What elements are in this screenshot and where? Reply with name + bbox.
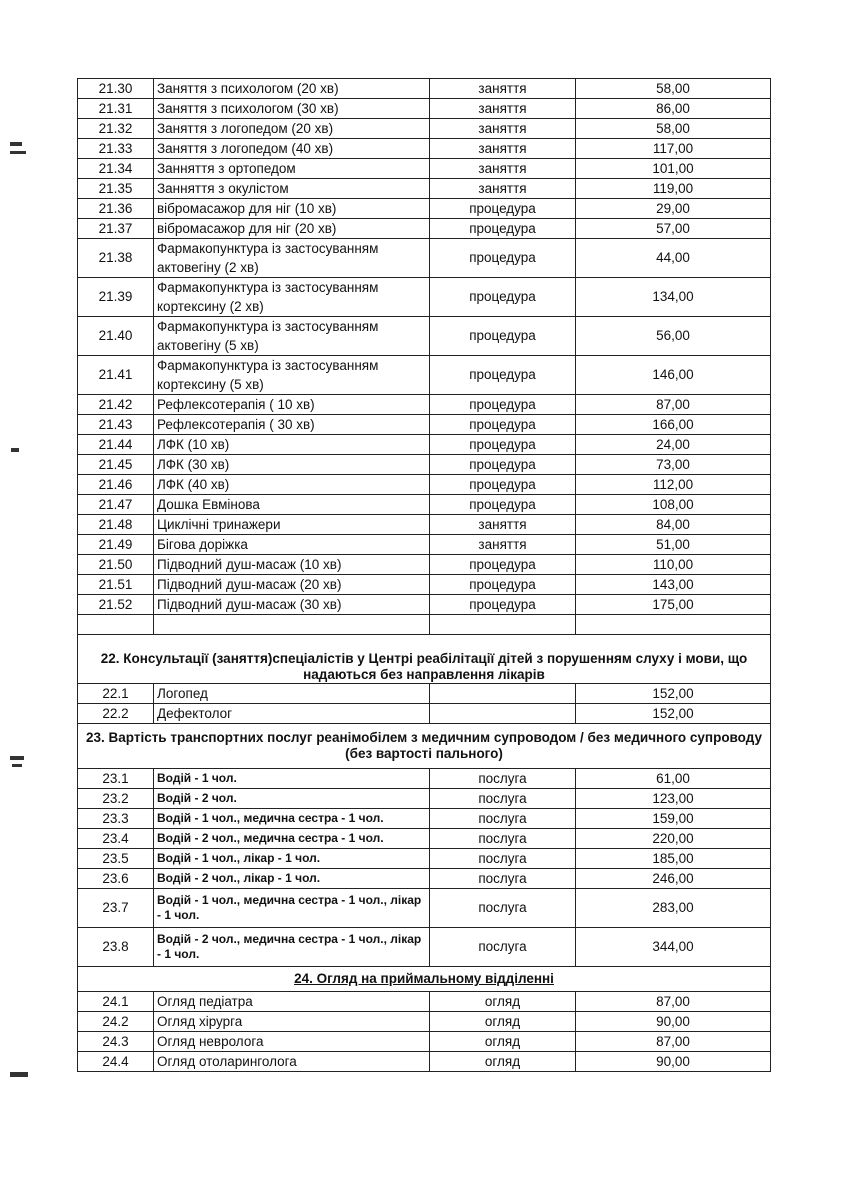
table-row bbox=[78, 435, 771, 455]
service-name: Водій - 2 чол., медична сестра - 1 чол., лікар - 1 чол. bbox=[154, 928, 430, 967]
table-row-empty bbox=[78, 615, 771, 635]
price-value: 159,00 bbox=[576, 809, 771, 829]
table-row bbox=[78, 356, 771, 395]
service-name: Водій - 1 чол. bbox=[154, 769, 430, 789]
row-number: 21.34 bbox=[78, 159, 154, 179]
unit-of-measure: огляд bbox=[430, 992, 576, 1012]
row-number: 21.36 bbox=[78, 199, 154, 219]
table-row bbox=[78, 395, 771, 415]
table-row bbox=[78, 119, 771, 139]
section-22 bbox=[78, 615, 771, 684]
service-name: Водій - 2 чол., медична сестра - 1 чол. bbox=[154, 829, 430, 849]
unit-of-measure: процедура bbox=[430, 495, 576, 515]
table-row bbox=[78, 595, 771, 615]
service-name: Рефлексотерапія ( 10 хв) bbox=[154, 395, 430, 415]
row-number: 24.3 bbox=[78, 1032, 154, 1052]
table-row bbox=[78, 704, 771, 724]
unit-of-measure: процедура bbox=[430, 415, 576, 435]
row-number: 23.6 bbox=[78, 869, 154, 889]
table-row bbox=[78, 992, 771, 1012]
price-value: 166,00 bbox=[576, 415, 771, 435]
unit-of-measure: процедура bbox=[430, 219, 576, 239]
section-23-title: 23. Вартість транспортних послуг реанімобілем з медичним супроводом / без медичного супроводу (без вартості пального) bbox=[78, 724, 771, 769]
scan-mark bbox=[11, 448, 19, 452]
service-name: Огляд хірурга bbox=[154, 1012, 430, 1032]
service-name: Заняття з психологом (20 хв) bbox=[154, 79, 430, 99]
table-row bbox=[78, 475, 771, 495]
unit-of-measure: процедура bbox=[430, 395, 576, 415]
section-24 bbox=[78, 967, 771, 992]
service-name: Фармакопунктура із застосуванням актовегіну (5 хв) bbox=[154, 317, 430, 356]
unit-of-measure: процедура bbox=[430, 575, 576, 595]
price-value: 87,00 bbox=[576, 992, 771, 1012]
scan-mark bbox=[10, 756, 24, 760]
price-value: 110,00 bbox=[576, 555, 771, 575]
table-row bbox=[78, 515, 771, 535]
service-name: ЛФК (10 хв) bbox=[154, 435, 430, 455]
row-number: 23.7 bbox=[78, 889, 154, 928]
price-value: 123,00 bbox=[576, 789, 771, 809]
price-value: 134,00 bbox=[576, 278, 771, 317]
unit-of-measure: процедура bbox=[430, 595, 576, 615]
row-number: 24.4 bbox=[78, 1052, 154, 1072]
price-value: 117,00 bbox=[576, 139, 771, 159]
row-number: 23.4 bbox=[78, 829, 154, 849]
row-number: 21.49 bbox=[78, 535, 154, 555]
service-name: Огляд педіатра bbox=[154, 992, 430, 1012]
table-row bbox=[78, 869, 771, 889]
section-22-rows bbox=[78, 684, 771, 724]
price-value: 246,00 bbox=[576, 869, 771, 889]
service-name: Огляд отоларинголога bbox=[154, 1052, 430, 1072]
unit-of-measure: заняття bbox=[430, 79, 576, 99]
service-name: Огляд невролога bbox=[154, 1032, 430, 1052]
price-value: 90,00 bbox=[576, 1012, 771, 1032]
table-row bbox=[78, 555, 771, 575]
table-row bbox=[78, 99, 771, 119]
unit-of-measure: заняття bbox=[430, 515, 576, 535]
price-value: 220,00 bbox=[576, 829, 771, 849]
row-number: 21.51 bbox=[78, 575, 154, 595]
price-value: 84,00 bbox=[576, 515, 771, 535]
unit-of-measure: послуга bbox=[430, 829, 576, 849]
price-value: 143,00 bbox=[576, 575, 771, 595]
unit-of-measure: процедура bbox=[430, 555, 576, 575]
row-number: 21.44 bbox=[78, 435, 154, 455]
price-value: 283,00 bbox=[576, 889, 771, 928]
scan-mark bbox=[10, 151, 26, 154]
unit-of-measure: огляд bbox=[430, 1012, 576, 1032]
row-number: 21.33 bbox=[78, 139, 154, 159]
table-row bbox=[78, 219, 771, 239]
price-value: 29,00 bbox=[576, 199, 771, 219]
table-row bbox=[78, 455, 771, 475]
price-value: 108,00 bbox=[576, 495, 771, 515]
unit-of-measure: процедура bbox=[430, 199, 576, 219]
service-name: Логопед bbox=[154, 684, 430, 704]
unit-of-measure: послуга bbox=[430, 928, 576, 967]
price-value: 175,00 bbox=[576, 595, 771, 615]
price-value: 344,00 bbox=[576, 928, 771, 967]
scan-mark bbox=[12, 764, 22, 767]
row-number: 23.2 bbox=[78, 789, 154, 809]
row-number: 21.43 bbox=[78, 415, 154, 435]
price-value: 152,00 bbox=[576, 684, 771, 704]
unit-of-measure: послуга bbox=[430, 809, 576, 829]
unit-of-measure: заняття bbox=[430, 535, 576, 555]
price-value: 24,00 bbox=[576, 435, 771, 455]
table-row bbox=[78, 535, 771, 555]
section-23-header bbox=[78, 724, 771, 769]
unit-of-measure: послуга bbox=[430, 849, 576, 869]
price-value: 185,00 bbox=[576, 849, 771, 869]
row-number: 21.41 bbox=[78, 356, 154, 395]
table-row bbox=[78, 495, 771, 515]
service-name: Підводний душ-масаж (10 хв) bbox=[154, 555, 430, 575]
service-name: Занняття з окулістом bbox=[154, 179, 430, 199]
unit-of-measure: заняття bbox=[430, 99, 576, 119]
table-row bbox=[78, 1052, 771, 1072]
row-number: 21.47 bbox=[78, 495, 154, 515]
unit-of-measure: процедура bbox=[430, 435, 576, 455]
row-number: 21.50 bbox=[78, 555, 154, 575]
unit-of-measure: процедура bbox=[430, 356, 576, 395]
table-row bbox=[78, 415, 771, 435]
row-number: 21.42 bbox=[78, 395, 154, 415]
service-name: Підводний душ-масаж (20 хв) bbox=[154, 575, 430, 595]
unit-of-measure: процедура bbox=[430, 317, 576, 356]
service-name: вібромасажор для ніг (20 хв) bbox=[154, 219, 430, 239]
price-value: 44,00 bbox=[576, 239, 771, 278]
row-number: 22.2 bbox=[78, 704, 154, 724]
section-22-header bbox=[78, 635, 771, 684]
table-row bbox=[78, 889, 771, 928]
table-row bbox=[78, 139, 771, 159]
price-value: 58,00 bbox=[576, 79, 771, 99]
table-row bbox=[78, 1032, 771, 1052]
service-name: Бігова доріжка bbox=[154, 535, 430, 555]
service-name: Фармакопунктура із застосуванням кортексину (2 хв) bbox=[154, 278, 430, 317]
row-number: 21.35 bbox=[78, 179, 154, 199]
table-row bbox=[78, 317, 771, 356]
price-value: 101,00 bbox=[576, 159, 771, 179]
price-value: 87,00 bbox=[576, 395, 771, 415]
table-row bbox=[78, 575, 771, 595]
service-name: Заняття з логопедом (20 хв) bbox=[154, 119, 430, 139]
section-24-header bbox=[78, 967, 771, 992]
row-number: 23.8 bbox=[78, 928, 154, 967]
row-number: 23.5 bbox=[78, 849, 154, 869]
unit-of-measure: послуга bbox=[430, 889, 576, 928]
section-24-rows bbox=[78, 992, 771, 1072]
table-row bbox=[78, 179, 771, 199]
row-number: 21.39 bbox=[78, 278, 154, 317]
price-table bbox=[77, 78, 771, 1072]
service-name: ЛФК (30 хв) bbox=[154, 455, 430, 475]
section-22-title: 22. Консультації (заняття)спеціалістів у Центрі реабілітації дітей з порушенням слуху і мови, що надаються без направлення лікарів bbox=[78, 635, 771, 684]
service-name: Підводний душ-масаж (30 хв) bbox=[154, 595, 430, 615]
row-number: 24.1 bbox=[78, 992, 154, 1012]
table-row bbox=[78, 239, 771, 278]
unit-of-measure: процедура bbox=[430, 475, 576, 495]
row-number: 21.46 bbox=[78, 475, 154, 495]
price-value: 86,00 bbox=[576, 99, 771, 119]
table-row bbox=[78, 849, 771, 869]
table-row bbox=[78, 928, 771, 967]
service-name: Фармакопунктура із застосуванням актовегіну (2 хв) bbox=[154, 239, 430, 278]
unit-of-measure: огляд bbox=[430, 1052, 576, 1072]
row-number: 21.30 bbox=[78, 79, 154, 99]
unit-of-measure bbox=[430, 704, 576, 724]
row-number: 21.40 bbox=[78, 317, 154, 356]
unit-of-measure: заняття bbox=[430, 119, 576, 139]
row-number: 21.38 bbox=[78, 239, 154, 278]
service-name: Водій - 1 чол., медична сестра - 1 чол. bbox=[154, 809, 430, 829]
unit-of-measure: заняття bbox=[430, 139, 576, 159]
unit-of-measure: заняття bbox=[430, 159, 576, 179]
table-row bbox=[78, 159, 771, 179]
service-name: вібромасажор для ніг (10 хв) bbox=[154, 199, 430, 219]
row-number: 21.45 bbox=[78, 455, 154, 475]
service-name: Дошка Евмінова bbox=[154, 495, 430, 515]
unit-of-measure: послуга bbox=[430, 869, 576, 889]
row-number: 21.31 bbox=[78, 99, 154, 119]
unit-of-measure: заняття bbox=[430, 179, 576, 199]
price-value: 57,00 bbox=[576, 219, 771, 239]
row-number: 23.3 bbox=[78, 809, 154, 829]
table-row bbox=[78, 278, 771, 317]
unit-of-measure: послуга bbox=[430, 769, 576, 789]
section-24-title: 24. Огляд на приймальному відділенні bbox=[294, 971, 554, 986]
unit-of-measure bbox=[430, 684, 576, 704]
section-23 bbox=[78, 724, 771, 769]
price-value: 56,00 bbox=[576, 317, 771, 356]
unit-of-measure: послуга bbox=[430, 789, 576, 809]
service-name: Водій - 2 чол., лікар - 1 чол. bbox=[154, 869, 430, 889]
unit-of-measure: огляд bbox=[430, 1032, 576, 1052]
price-value: 73,00 bbox=[576, 455, 771, 475]
table-row bbox=[78, 789, 771, 809]
table-row bbox=[78, 199, 771, 219]
price-value: 152,00 bbox=[576, 704, 771, 724]
section-23-rows bbox=[78, 769, 771, 967]
unit-of-measure: процедура bbox=[430, 455, 576, 475]
table-row bbox=[78, 1012, 771, 1032]
price-value: 61,00 bbox=[576, 769, 771, 789]
service-name: Рефлексотерапія ( 30 хв) bbox=[154, 415, 430, 435]
service-name: ЛФК (40 хв) bbox=[154, 475, 430, 495]
scan-mark bbox=[10, 1072, 28, 1077]
price-value: 87,00 bbox=[576, 1032, 771, 1052]
row-number: 21.37 bbox=[78, 219, 154, 239]
row-number: 21.52 bbox=[78, 595, 154, 615]
service-name: Водій - 1 чол., лікар - 1 чол. bbox=[154, 849, 430, 869]
price-value: 119,00 bbox=[576, 179, 771, 199]
row-number: 24.2 bbox=[78, 1012, 154, 1032]
service-name: Фармакопунктура із застосуванням кортексину (5 хв) bbox=[154, 356, 430, 395]
table-row bbox=[78, 79, 771, 99]
service-name: Дефектолог bbox=[154, 704, 430, 724]
price-value: 51,00 bbox=[576, 535, 771, 555]
unit-of-measure: процедура bbox=[430, 239, 576, 278]
row-number: 21.48 bbox=[78, 515, 154, 535]
row-number: 22.1 bbox=[78, 684, 154, 704]
scan-mark bbox=[10, 142, 22, 146]
table-row bbox=[78, 769, 771, 789]
unit-of-measure: процедура bbox=[430, 278, 576, 317]
service-name: Заняття з логопедом (40 хв) bbox=[154, 139, 430, 159]
section-21-rows bbox=[78, 79, 771, 615]
service-name: Водій - 2 чол. bbox=[154, 789, 430, 809]
table-row bbox=[78, 684, 771, 704]
service-name: Занняття з ортопедом bbox=[154, 159, 430, 179]
price-value: 112,00 bbox=[576, 475, 771, 495]
table-row bbox=[78, 829, 771, 849]
table-row bbox=[78, 809, 771, 829]
row-number: 23.1 bbox=[78, 769, 154, 789]
service-name: Циклічні тринажери bbox=[154, 515, 430, 535]
service-name: Заняття з психологом (30 хв) bbox=[154, 99, 430, 119]
price-value: 90,00 bbox=[576, 1052, 771, 1072]
row-number: 21.32 bbox=[78, 119, 154, 139]
price-value: 146,00 bbox=[576, 356, 771, 395]
service-name: Водій - 1 чол., медична сестра - 1 чол., лікар - 1 чол. bbox=[154, 889, 430, 928]
price-value: 58,00 bbox=[576, 119, 771, 139]
